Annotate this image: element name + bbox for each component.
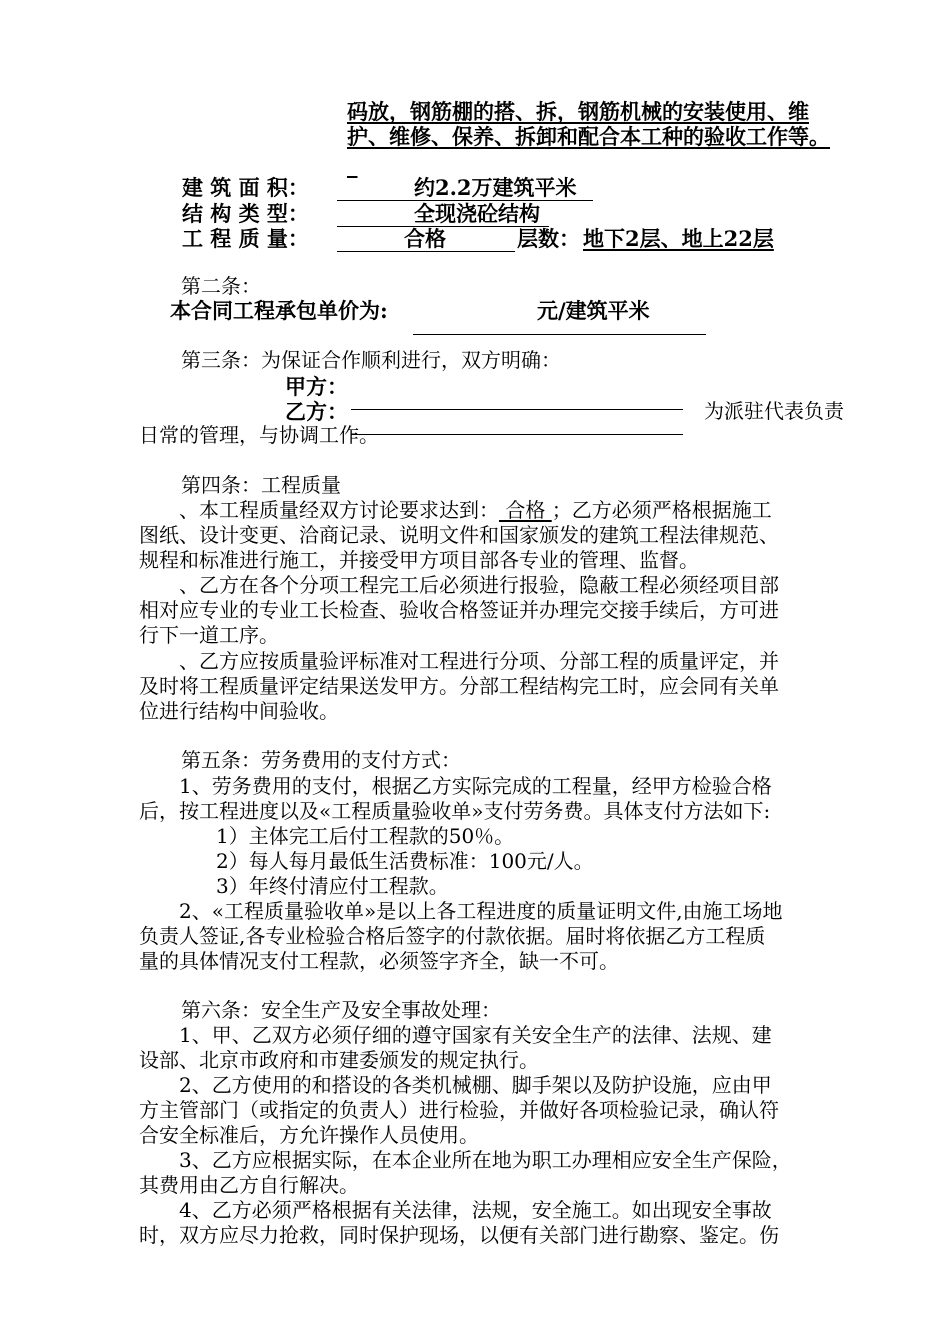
article-5-heading: 第五条：劳务费用的支付方式： <box>181 748 461 772</box>
article-4-para-1-line-2: 图纸、设计变更、洽商记录、说明文件和国家颁发的建筑工程法律规范、 <box>139 523 779 547</box>
article-4-para-1-line-1 <box>179 500 772 520</box>
header-line-1: 码放，钢筋棚的搭、拆，钢筋机械的安装使用、维 <box>347 99 809 124</box>
article-4-para-1-line-3: 规程和标准进行施工，并接受甲方项目部各专业的管理、监督。 <box>139 548 699 572</box>
article-4-para-2-line-2: 相对应专业的专业工长检查、验收合格签证并办理完交接手续后，方可进 <box>139 598 779 622</box>
article-6-para-1-line-2: 设部、北京市政府和市建委颁发的规定执行。 <box>139 1048 539 1072</box>
article-4-heading: 第四条：工程质量 <box>181 473 341 497</box>
party-b-underline <box>351 409 683 410</box>
article-6-para-2-line-1: 2、乙方使用的和搭设的各类机械棚、脚手架以及防护设施，应由甲 <box>179 1073 772 1097</box>
article-6-para-3-line-2: 其费用由乙方自行解决。 <box>139 1173 359 1197</box>
payment-item-1: 1）主体完工后付工程款的50％。 <box>216 824 515 848</box>
area-value: 约2.2万建筑平米 <box>414 175 577 200</box>
quality-requirement: 合格 <box>499 498 552 522</box>
article-4-para-1-text-b: ；乙方必须严格根据施工 <box>551 498 772 522</box>
article-6-para-2-line-2: 方主管部门（或指定的负责人）进行检验，并做好各项检验记录，确认符 <box>139 1098 779 1122</box>
party-b-duty: 为派驻代表负责 <box>704 399 844 423</box>
structure-value: 全现浇砼结构 <box>414 201 540 226</box>
structure-label: 结 构 类 型： <box>182 201 309 226</box>
article-6-para-4-line-1: 4、乙方必须严格根据有关法律，法规，安全施工。如出现安全事故 <box>179 1198 772 1222</box>
quality-value: 合格 <box>404 226 446 251</box>
floors-label: 层数： <box>517 226 580 251</box>
article-4-para-1-text-a: 、本工程质量经双方讨论要求达到： <box>179 498 499 522</box>
quality-label: 工 程 质 量： <box>182 226 309 251</box>
article-6-heading: 第六条：安全生产及安全事故处理： <box>181 998 501 1022</box>
party-b-second-line <box>351 434 683 435</box>
header-line-2: 护、维修、保养、拆卸和配合本工种的验收工作等。 <box>347 124 830 149</box>
header-line-3: _ <box>347 153 358 178</box>
article-5-para-1-line-2: 后，按工程进度以及«工程质量验收单»支付劳务费。具体支付方法如下: <box>139 799 771 823</box>
article-3-heading: 第三条：为保证合作顺利进行，双方明确： <box>181 348 561 372</box>
article-2-heading: 第二条： <box>181 274 261 298</box>
party-b-duty-cont: 日常的管理，与协调工作。 <box>139 423 379 447</box>
party-a-label: 甲方： <box>285 374 348 399</box>
article-4-para-2-line-1: 、乙方在各个分项工程完工后必须进行报验，隐蔽工程必须经项目部 <box>179 573 779 597</box>
floors-value: 地下2层、地上22层 <box>583 226 774 251</box>
area-label: 建 筑 面 积： <box>182 175 309 200</box>
quality-underline <box>337 251 515 252</box>
article-6-para-3-line-1: 3、乙方应根据实际，在本企业所在地为职工办理相应安全生产保险， <box>179 1148 792 1172</box>
payment-item-2: 2）每人每月最低生活费标准：100元/人。 <box>216 849 594 873</box>
article-5-para-1-line-1: 1、劳务费用的支付，根据乙方实际完成的工程量，经甲方检验合格 <box>179 774 772 798</box>
article-6-para-4-line-2: 时，双方应尽力抢救，同时保护现场，以便有关部门进行勘察、鉴定。伤 <box>139 1223 779 1247</box>
article-6-para-2-line-3: 合安全标准后，方允许操作人员使用。 <box>139 1123 479 1147</box>
article-4-para-3-line-2: 及时将工程质量评定结果送发甲方。分部工程结构完工时，应会同有关单 <box>139 674 779 698</box>
payment-item-3: 3）年终付清应付工程款。 <box>216 874 449 898</box>
article-4-para-2-line-3: 行下一道工序。 <box>139 623 279 647</box>
article-5-para-2-line-1: 2、«工程质量验收单»是以上各工程进度的质量证明文件,由施工场地 <box>179 899 783 923</box>
unit-price-unit: 元/建筑平米 <box>537 298 650 323</box>
article-6-para-1-line-1: 1、甲、乙双方必须仔细的遵守国家有关安全生产的法律、法规、建 <box>179 1023 772 1047</box>
unit-price-underline <box>413 334 706 335</box>
article-5-para-2-line-2: 负责人签证,各专业检验合格后签字的付款依据。届时将依据乙方工程质 <box>139 924 766 948</box>
article-4-para-3-line-3: 位进行结构中间验收。 <box>139 699 339 723</box>
unit-price-label: 本合同工程承包单价为: <box>170 298 388 323</box>
party-b-label: 乙方： <box>285 399 348 424</box>
article-4-para-3-line-1: 、乙方应按质量验评标准对工程进行分项、分部工程的质量评定，并 <box>179 649 779 673</box>
article-5-para-2-line-3: 量的具体情况支付工程款，必须签字齐全，缺一不可。 <box>139 949 619 973</box>
